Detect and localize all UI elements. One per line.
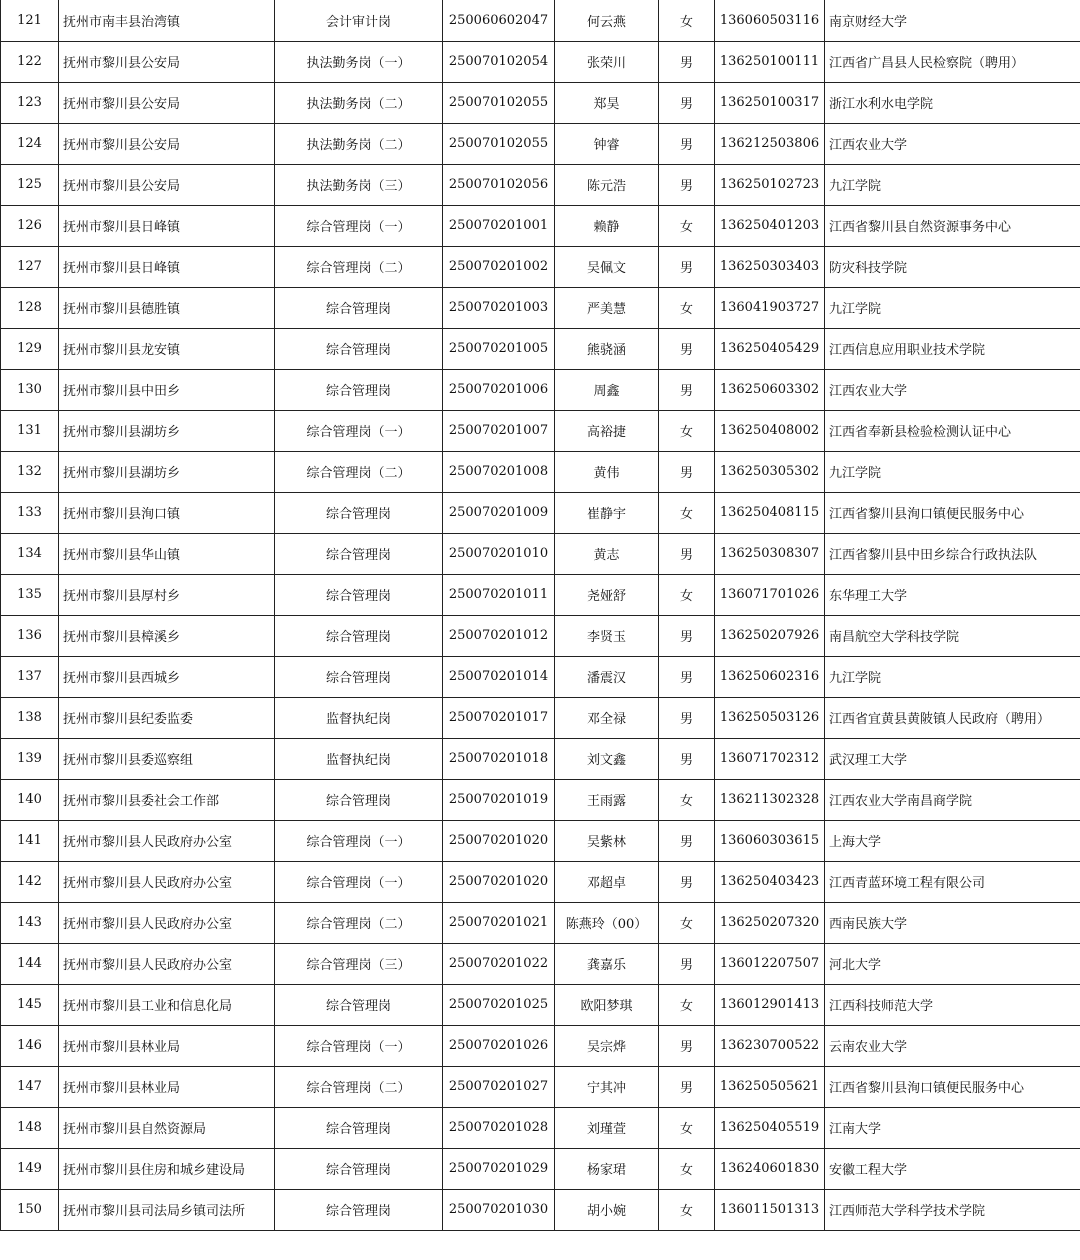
current-affiliation-cell: 河北大学	[825, 943, 1080, 984]
position-code-cell: 250070201027	[443, 1066, 555, 1107]
candidate-name-cell: 何云燕	[555, 0, 659, 41]
employer-unit-cell: 抚州市黎川县湖坊乡	[59, 451, 275, 492]
current-affiliation-cell: 江西省黎川县洵口镇便民服务中心	[825, 1066, 1080, 1107]
exam-ticket-number-cell: 136250505621	[715, 1066, 825, 1107]
gender-cell: 女	[659, 779, 715, 820]
position-name-cell: 综合管理岗（一）	[275, 1025, 443, 1066]
position-name-cell: 综合管理岗（三）	[275, 943, 443, 984]
candidate-name-cell: 崔静宇	[555, 492, 659, 533]
candidate-name-cell: 陈元浩	[555, 164, 659, 205]
employer-unit-cell: 抚州市黎川县人民政府办公室	[59, 902, 275, 943]
position-name-cell: 综合管理岗（二）	[275, 451, 443, 492]
table-row	[1, 902, 1080, 943]
row-number-cell: 148	[1, 1107, 59, 1148]
current-affiliation-cell: 云南农业大学	[825, 1025, 1080, 1066]
position-code-cell: 250070201009	[443, 492, 555, 533]
employer-unit-cell: 抚州市黎川县司法局乡镇司法所	[59, 1189, 275, 1230]
current-affiliation-cell: 九江学院	[825, 164, 1080, 205]
row-number-cell: 139	[1, 738, 59, 779]
position-name-cell: 综合管理岗	[275, 779, 443, 820]
employer-unit-cell: 抚州市黎川县纪委监委	[59, 697, 275, 738]
employer-unit-cell: 抚州市黎川县樟溪乡	[59, 615, 275, 656]
table-row	[1, 164, 1080, 205]
current-affiliation-cell: 江西省广昌县人民检察院（聘用）	[825, 41, 1080, 82]
gender-cell: 男	[659, 615, 715, 656]
current-affiliation-cell: 江西师范大学科学技术学院	[825, 1189, 1080, 1230]
position-name-cell: 监督执纪岗	[275, 697, 443, 738]
row-number-cell: 134	[1, 533, 59, 574]
row-number-cell: 125	[1, 164, 59, 205]
row-number-cell: 140	[1, 779, 59, 820]
current-affiliation-cell: 江西省奉新县检验检测认证中心	[825, 410, 1080, 451]
gender-cell: 女	[659, 492, 715, 533]
position-code-cell: 250070102056	[443, 164, 555, 205]
row-number-cell: 145	[1, 984, 59, 1025]
current-affiliation-cell: 江西省黎川县自然资源事务中心	[825, 205, 1080, 246]
current-affiliation-cell: 九江学院	[825, 656, 1080, 697]
table-body	[1, 0, 1080, 1230]
table-row	[1, 1107, 1080, 1148]
row-number-cell: 124	[1, 123, 59, 164]
position-name-cell: 监督执纪岗	[275, 738, 443, 779]
position-name-cell: 执法勤务岗（三）	[275, 164, 443, 205]
exam-ticket-number-cell: 136250602316	[715, 656, 825, 697]
current-affiliation-cell: 江西省黎川县洵口镇便民服务中心	[825, 492, 1080, 533]
current-affiliation-cell: 江西农业大学南昌商学院	[825, 779, 1080, 820]
employer-unit-cell: 抚州市黎川县人民政府办公室	[59, 861, 275, 902]
exam-ticket-number-cell: 136230700522	[715, 1025, 825, 1066]
position-name-cell: 执法勤务岗（一）	[275, 41, 443, 82]
row-number-cell: 149	[1, 1148, 59, 1189]
candidate-name-cell: 周鑫	[555, 369, 659, 410]
candidate-name-cell: 吴宗烨	[555, 1025, 659, 1066]
gender-cell: 女	[659, 984, 715, 1025]
employer-unit-cell: 抚州市黎川县委社会工作部	[59, 779, 275, 820]
candidate-name-cell: 郑昊	[555, 82, 659, 123]
current-affiliation-cell: 上海大学	[825, 820, 1080, 861]
table-row	[1, 1025, 1080, 1066]
row-number-cell: 130	[1, 369, 59, 410]
candidate-name-cell: 龚嘉乐	[555, 943, 659, 984]
exam-ticket-number-cell: 136211302328	[715, 779, 825, 820]
table-row	[1, 451, 1080, 492]
gender-cell: 男	[659, 451, 715, 492]
row-number-cell: 123	[1, 82, 59, 123]
candidate-name-cell: 高裕捷	[555, 410, 659, 451]
position-code-cell: 250070201014	[443, 656, 555, 697]
table-row	[1, 246, 1080, 287]
exam-ticket-number-cell: 136071701026	[715, 574, 825, 615]
current-affiliation-cell: 安徽工程大学	[825, 1148, 1080, 1189]
employer-unit-cell: 抚州市黎川县人民政府办公室	[59, 943, 275, 984]
employer-unit-cell: 抚州市黎川县林业局	[59, 1025, 275, 1066]
current-affiliation-cell: 江西青蓝环境工程有限公司	[825, 861, 1080, 902]
candidate-name-cell: 吴佩文	[555, 246, 659, 287]
position-code-cell: 250070201007	[443, 410, 555, 451]
exam-ticket-number-cell: 136060303615	[715, 820, 825, 861]
employer-unit-cell: 抚州市黎川县公安局	[59, 164, 275, 205]
table-row	[1, 615, 1080, 656]
exam-ticket-number-cell: 136240601830	[715, 1148, 825, 1189]
position-name-cell: 执法勤务岗（二）	[275, 123, 443, 164]
position-code-cell: 250070201003	[443, 287, 555, 328]
position-code-cell: 250070201011	[443, 574, 555, 615]
position-name-cell: 综合管理岗	[275, 287, 443, 328]
row-number-cell: 138	[1, 697, 59, 738]
position-name-cell: 综合管理岗（二）	[275, 902, 443, 943]
gender-cell: 女	[659, 574, 715, 615]
position-name-cell: 综合管理岗	[275, 984, 443, 1025]
row-number-cell: 132	[1, 451, 59, 492]
exam-ticket-number-cell: 136250401203	[715, 205, 825, 246]
table-row	[1, 984, 1080, 1025]
gender-cell: 男	[659, 1066, 715, 1107]
exam-ticket-number-cell: 136250100111	[715, 41, 825, 82]
position-code-cell: 250070201001	[443, 205, 555, 246]
employer-unit-cell: 抚州市黎川县洵口镇	[59, 492, 275, 533]
employer-unit-cell: 抚州市黎川县龙安镇	[59, 328, 275, 369]
position-name-cell: 综合管理岗（一）	[275, 410, 443, 451]
current-affiliation-cell: 九江学院	[825, 451, 1080, 492]
gender-cell: 女	[659, 410, 715, 451]
employer-unit-cell: 抚州市南丰县治湾镇	[59, 0, 275, 41]
position-code-cell: 250070201028	[443, 1107, 555, 1148]
candidate-name-cell: 严美慧	[555, 287, 659, 328]
employer-unit-cell: 抚州市黎川县湖坊乡	[59, 410, 275, 451]
table-row	[1, 205, 1080, 246]
current-affiliation-cell: 江西信息应用职业技术学院	[825, 328, 1080, 369]
current-affiliation-cell: 西南民族大学	[825, 902, 1080, 943]
gender-cell: 女	[659, 0, 715, 41]
gender-cell: 女	[659, 1148, 715, 1189]
position-name-cell: 综合管理岗	[275, 574, 443, 615]
table-row	[1, 697, 1080, 738]
candidate-name-cell: 潘震汉	[555, 656, 659, 697]
position-code-cell: 250070201019	[443, 779, 555, 820]
employer-unit-cell: 抚州市黎川县工业和信息化局	[59, 984, 275, 1025]
candidate-name-cell: 黄伟	[555, 451, 659, 492]
gender-cell: 男	[659, 1025, 715, 1066]
position-name-cell: 综合管理岗	[275, 369, 443, 410]
employer-unit-cell: 抚州市黎川县西城乡	[59, 656, 275, 697]
exam-ticket-number-cell: 136250102723	[715, 164, 825, 205]
employer-unit-cell: 抚州市黎川县德胜镇	[59, 287, 275, 328]
position-code-cell: 250070201021	[443, 902, 555, 943]
exam-ticket-number-cell: 136071702312	[715, 738, 825, 779]
gender-cell: 男	[659, 41, 715, 82]
position-name-cell: 执法勤务岗（二）	[275, 82, 443, 123]
position-code-cell: 250070201020	[443, 861, 555, 902]
table-row	[1, 82, 1080, 123]
current-affiliation-cell: 九江学院	[825, 287, 1080, 328]
position-name-cell: 会计审计岗	[275, 0, 443, 41]
exam-ticket-number-cell: 136250403423	[715, 861, 825, 902]
employer-unit-cell: 抚州市黎川县住房和城乡建设局	[59, 1148, 275, 1189]
table-row	[1, 1148, 1080, 1189]
gender-cell: 女	[659, 287, 715, 328]
candidate-name-cell: 邓全禄	[555, 697, 659, 738]
position-name-cell: 综合管理岗（二）	[275, 246, 443, 287]
position-name-cell: 综合管理岗（一）	[275, 820, 443, 861]
gender-cell: 男	[659, 656, 715, 697]
table-row	[1, 1189, 1080, 1230]
position-name-cell: 综合管理岗	[275, 615, 443, 656]
table-row	[1, 533, 1080, 574]
position-code-cell: 250070201012	[443, 615, 555, 656]
row-number-cell: 141	[1, 820, 59, 861]
employer-unit-cell: 抚州市黎川县委巡察组	[59, 738, 275, 779]
exam-ticket-number-cell: 136011501313	[715, 1189, 825, 1230]
candidate-name-cell: 王雨露	[555, 779, 659, 820]
employer-unit-cell: 抚州市黎川县厚村乡	[59, 574, 275, 615]
gender-cell: 男	[659, 861, 715, 902]
candidate-name-cell: 吴紫林	[555, 820, 659, 861]
candidate-name-cell: 宁其冲	[555, 1066, 659, 1107]
current-affiliation-cell: 东华理工大学	[825, 574, 1080, 615]
current-affiliation-cell: 江西省黎川县中田乡综合行政执法队	[825, 533, 1080, 574]
row-number-cell: 126	[1, 205, 59, 246]
position-code-cell: 250070102055	[443, 82, 555, 123]
position-code-cell: 250070201008	[443, 451, 555, 492]
table-row	[1, 41, 1080, 82]
gender-cell: 男	[659, 164, 715, 205]
gender-cell: 男	[659, 820, 715, 861]
exam-ticket-number-cell: 136250308307	[715, 533, 825, 574]
position-name-cell: 综合管理岗	[275, 1148, 443, 1189]
current-affiliation-cell: 南昌航空大学科技学院	[825, 615, 1080, 656]
candidate-name-cell: 李贤玉	[555, 615, 659, 656]
position-name-cell: 综合管理岗	[275, 1189, 443, 1230]
row-number-cell: 144	[1, 943, 59, 984]
position-code-cell: 250070201025	[443, 984, 555, 1025]
gender-cell: 男	[659, 123, 715, 164]
gender-cell: 男	[659, 328, 715, 369]
row-number-cell: 137	[1, 656, 59, 697]
current-affiliation-cell: 江南大学	[825, 1107, 1080, 1148]
position-code-cell: 250070201010	[443, 533, 555, 574]
exam-ticket-number-cell: 136250100317	[715, 82, 825, 123]
candidate-name-cell: 刘文鑫	[555, 738, 659, 779]
exam-ticket-number-cell: 136250503126	[715, 697, 825, 738]
exam-ticket-number-cell: 136060503116	[715, 0, 825, 41]
exam-ticket-number-cell: 136041903727	[715, 287, 825, 328]
candidate-name-cell: 胡小婉	[555, 1189, 659, 1230]
position-code-cell: 250070102055	[443, 123, 555, 164]
gender-cell: 女	[659, 902, 715, 943]
table-row	[1, 861, 1080, 902]
employer-unit-cell: 抚州市黎川县公安局	[59, 41, 275, 82]
table-row	[1, 779, 1080, 820]
candidate-name-cell: 陈燕玲（00）	[555, 902, 659, 943]
position-code-cell: 250070201017	[443, 697, 555, 738]
row-number-cell: 128	[1, 287, 59, 328]
employer-unit-cell: 抚州市黎川县中田乡	[59, 369, 275, 410]
position-name-cell: 综合管理岗	[275, 492, 443, 533]
position-name-cell: 综合管理岗	[275, 328, 443, 369]
gender-cell: 男	[659, 533, 715, 574]
table-row	[1, 328, 1080, 369]
exam-ticket-number-cell: 136250405429	[715, 328, 825, 369]
position-code-cell: 250070201018	[443, 738, 555, 779]
current-affiliation-cell: 江西省宜黄县黄陂镇人民政府（聘用）	[825, 697, 1080, 738]
position-name-cell: 综合管理岗（一）	[275, 861, 443, 902]
table-row	[1, 369, 1080, 410]
row-number-cell: 135	[1, 574, 59, 615]
position-code-cell: 250070201002	[443, 246, 555, 287]
employer-unit-cell: 抚州市黎川县华山镇	[59, 533, 275, 574]
row-number-cell: 142	[1, 861, 59, 902]
position-code-cell: 250070201020	[443, 820, 555, 861]
table-row	[1, 738, 1080, 779]
table-row	[1, 492, 1080, 533]
exam-ticket-number-cell: 136250303403	[715, 246, 825, 287]
candidate-name-cell: 赖静	[555, 205, 659, 246]
row-number-cell: 122	[1, 41, 59, 82]
candidate-name-cell: 钟睿	[555, 123, 659, 164]
table-row	[1, 123, 1080, 164]
table-row	[1, 287, 1080, 328]
employer-unit-cell: 抚州市黎川县公安局	[59, 123, 275, 164]
row-number-cell: 121	[1, 0, 59, 41]
candidate-name-cell: 尧娅舒	[555, 574, 659, 615]
current-affiliation-cell: 浙江水利水电学院	[825, 82, 1080, 123]
position-code-cell: 250070102054	[443, 41, 555, 82]
employer-unit-cell: 抚州市黎川县林业局	[59, 1066, 275, 1107]
row-number-cell: 127	[1, 246, 59, 287]
position-code-cell: 250070201030	[443, 1189, 555, 1230]
table-row	[1, 820, 1080, 861]
employer-unit-cell: 抚州市黎川县人民政府办公室	[59, 820, 275, 861]
position-code-cell: 250070201006	[443, 369, 555, 410]
gender-cell: 女	[659, 205, 715, 246]
exam-ticket-number-cell: 136250405519	[715, 1107, 825, 1148]
row-number-cell: 136	[1, 615, 59, 656]
table-row	[1, 656, 1080, 697]
row-number-cell: 143	[1, 902, 59, 943]
table-row	[1, 0, 1080, 41]
exam-ticket-number-cell: 136012207507	[715, 943, 825, 984]
employer-unit-cell: 抚州市黎川县日峰镇	[59, 246, 275, 287]
position-name-cell: 综合管理岗	[275, 656, 443, 697]
exam-ticket-number-cell: 136250408002	[715, 410, 825, 451]
current-affiliation-cell: 武汉理工大学	[825, 738, 1080, 779]
table-row	[1, 574, 1080, 615]
gender-cell: 男	[659, 697, 715, 738]
exam-ticket-number-cell: 136250603302	[715, 369, 825, 410]
gender-cell: 女	[659, 1107, 715, 1148]
exam-ticket-number-cell: 136250207926	[715, 615, 825, 656]
position-name-cell: 综合管理岗（二）	[275, 1066, 443, 1107]
table-row	[1, 943, 1080, 984]
current-affiliation-cell: 防灾科技学院	[825, 246, 1080, 287]
table-row	[1, 410, 1080, 451]
employer-unit-cell: 抚州市黎川县公安局	[59, 82, 275, 123]
candidate-name-cell: 熊骁涵	[555, 328, 659, 369]
position-code-cell: 250070201026	[443, 1025, 555, 1066]
position-code-cell: 250060602047	[443, 0, 555, 41]
current-affiliation-cell: 江西农业大学	[825, 123, 1080, 164]
candidate-name-cell: 刘瑾萱	[555, 1107, 659, 1148]
gender-cell: 男	[659, 369, 715, 410]
row-number-cell: 133	[1, 492, 59, 533]
exam-ticket-number-cell: 136250305302	[715, 451, 825, 492]
position-code-cell: 250070201029	[443, 1148, 555, 1189]
row-number-cell: 129	[1, 328, 59, 369]
position-code-cell: 250070201022	[443, 943, 555, 984]
position-name-cell: 综合管理岗	[275, 533, 443, 574]
candidate-name-cell: 欧阳梦琪	[555, 984, 659, 1025]
exam-ticket-number-cell: 136250408115	[715, 492, 825, 533]
gender-cell: 男	[659, 943, 715, 984]
employer-unit-cell: 抚州市黎川县自然资源局	[59, 1107, 275, 1148]
candidate-name-cell: 杨家珺	[555, 1148, 659, 1189]
gender-cell: 男	[659, 246, 715, 287]
candidate-name-cell: 黄志	[555, 533, 659, 574]
row-number-cell: 147	[1, 1066, 59, 1107]
exam-ticket-number-cell: 136212503806	[715, 123, 825, 164]
current-affiliation-cell: 江西农业大学	[825, 369, 1080, 410]
position-name-cell: 综合管理岗	[275, 1107, 443, 1148]
position-name-cell: 综合管理岗（一）	[275, 205, 443, 246]
current-affiliation-cell: 江西科技师范大学	[825, 984, 1080, 1025]
exam-ticket-number-cell: 136250207320	[715, 902, 825, 943]
row-number-cell: 131	[1, 410, 59, 451]
table-row	[1, 1066, 1080, 1107]
candidate-name-cell: 张荣川	[555, 41, 659, 82]
candidate-name-cell: 邓超卓	[555, 861, 659, 902]
gender-cell: 男	[659, 738, 715, 779]
employer-unit-cell: 抚州市黎川县日峰镇	[59, 205, 275, 246]
row-number-cell: 150	[1, 1189, 59, 1230]
row-number-cell: 146	[1, 1025, 59, 1066]
current-affiliation-cell: 南京财经大学	[825, 0, 1080, 41]
position-code-cell: 250070201005	[443, 328, 555, 369]
exam-ticket-number-cell: 136012901413	[715, 984, 825, 1025]
gender-cell: 女	[659, 1189, 715, 1230]
gender-cell: 男	[659, 82, 715, 123]
